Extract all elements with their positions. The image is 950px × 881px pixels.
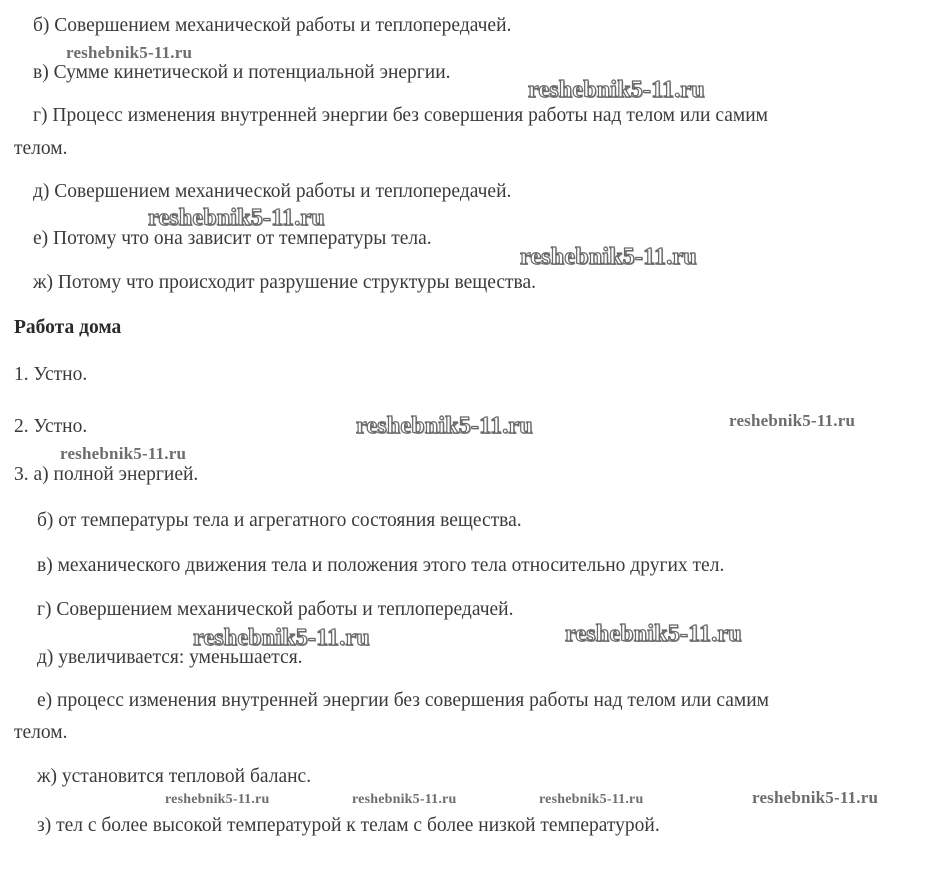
homework-2: 2. Устно. [14,416,88,437]
answer-b: б) Совершением механической работы и теплопередачей. [33,15,512,36]
homework-3b: б) от температуры тела и агрегатного состояния вещества. [37,510,522,531]
watermark: reshebnik5-11.ru [193,625,370,651]
answer-g-cont: телом. [14,138,68,159]
homework-3d: д) увеличивается: уменьшается. [37,647,303,668]
answer-g: г) Процесс изменения внутренней энергии без совершения работы над телом или самим [33,105,768,126]
watermark: reshebnik5-11.ru [752,788,879,807]
homework-3a: 3. а) полной энергией. [14,464,199,485]
homework-3g: г) Совершением механической работы и теплопередачей. [37,599,514,620]
answer-e: е) Потому что она зависит от температуры тела. [33,228,432,249]
homework-3v: в) механического движения тела и положения этого тела относительно других тел. [37,555,725,576]
homework-3e-cont: телом. [14,722,68,743]
watermark: reshebnik5-11.ru [356,413,533,439]
answer-zh: ж) Потому что происходит разрушение структуры вещества. [33,272,537,293]
watermark: reshebnik5-11.ru [165,792,270,807]
homework-3e: е) процесс изменения внутренней энергии без совершения работы над телом или самим [37,690,770,711]
homework-3z: з) тел с более высокой температурой к телам с более низкой температурой. [37,815,660,836]
watermark: reshebnik5-11.ru [565,621,742,647]
watermark: reshebnik5-11.ru [528,77,705,103]
answer-v: в) Сумме кинетической и потенциальной энергии. [33,62,451,83]
watermark: reshebnik5-11.ru [66,43,193,62]
homework-1: 1. Устно. [14,364,88,385]
section-heading: Работа дома [14,317,122,338]
homework-3zh: ж) установится тепловой баланс. [37,766,312,787]
watermark: reshebnik5-11.ru [60,444,187,463]
watermark: reshebnik5-11.ru [148,205,325,231]
answer-d: д) Совершением механической работы и теплопередачей. [33,181,512,202]
watermark: reshebnik5-11.ru [539,792,644,807]
watermark: reshebnik5-11.ru [729,411,856,430]
watermark: reshebnik5-11.ru [352,792,457,807]
watermark: reshebnik5-11.ru [520,244,697,270]
